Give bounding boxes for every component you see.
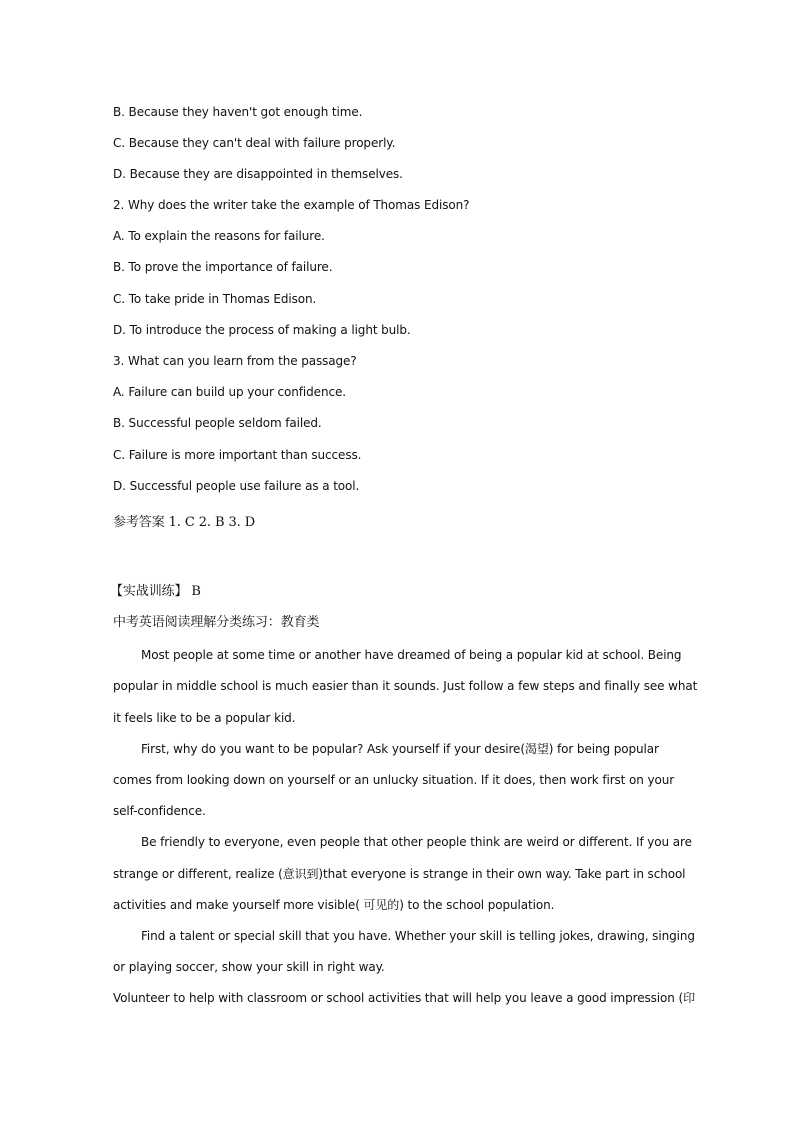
passage-line: Most people at some time or another have dreamed of being a popular kid at school. Being — [141, 648, 682, 662]
question-2-option-a: A. To explain the reasons for failure. — [113, 229, 325, 243]
question-2-option-d: D. To introduce the process of making a light bulb. — [113, 323, 411, 337]
question-2-option-c: C. To take pride in Thomas Edison. — [113, 292, 317, 306]
passage-line: or playing soccer, show your skill in right way. — [113, 960, 385, 974]
passage-line: First, why do you want to be popular? Ask yourself if your desire(渴望) for being popular — [141, 742, 659, 756]
passage-line: it feels like to be a popular kid. — [113, 711, 296, 725]
question-3-option-a: A. Failure can build up your confidence. — [113, 385, 346, 399]
section-heading: 【实战训练】 B — [110, 584, 201, 599]
passage-line: activities and make yourself more visible( 可见的) to the school population. — [113, 898, 555, 912]
question-3-option-d: D. Successful people use failure as a tool. — [113, 479, 360, 493]
question-3: 3. What can you learn from the passage? — [113, 354, 357, 368]
passage-line: Volunteer to help with classroom or school activities that will help you leave a good impression (印 — [113, 991, 695, 1005]
question-2-option-b: B. To prove the importance of failure. — [113, 260, 333, 274]
question-1-option-b: B. Because they haven't got enough time. — [113, 105, 363, 119]
passage-line: self-confidence. — [113, 804, 206, 818]
passage-line: Find a talent or special skill that you have. Whether your skill is telling jokes, drawing, singing — [141, 929, 695, 943]
question-3-option-c: C. Failure is more important than success. — [113, 448, 362, 462]
passage-line: comes from looking down on yourself or an unlucky situation. If it does, then work first on your — [113, 773, 675, 787]
passage-line: strange or different, realize (意识到)that everyone is strange in their own way. Take part in school — [113, 867, 686, 881]
passage-line: Be friendly to everyone, even people that other people think are weird or different. If you are — [141, 835, 692, 849]
passage-line: popular in middle school is much easier than it sounds. Just follow a few steps and finally see what — [113, 679, 698, 693]
question-1-option-d: D. Because they are disappointed in themselves. — [113, 167, 403, 181]
section-subheading: 中考英语阅读理解分类练习：教育类 — [113, 615, 320, 630]
answer-key: 参考答案 1. C 2. B 3. D — [113, 515, 256, 530]
question-3-option-b: B. Successful people seldom failed. — [113, 416, 322, 430]
question-1-option-c: C. Because they can't deal with failure properly. — [113, 136, 396, 150]
question-2: 2. Why does the writer take the example of Thomas Edison? — [113, 198, 470, 212]
